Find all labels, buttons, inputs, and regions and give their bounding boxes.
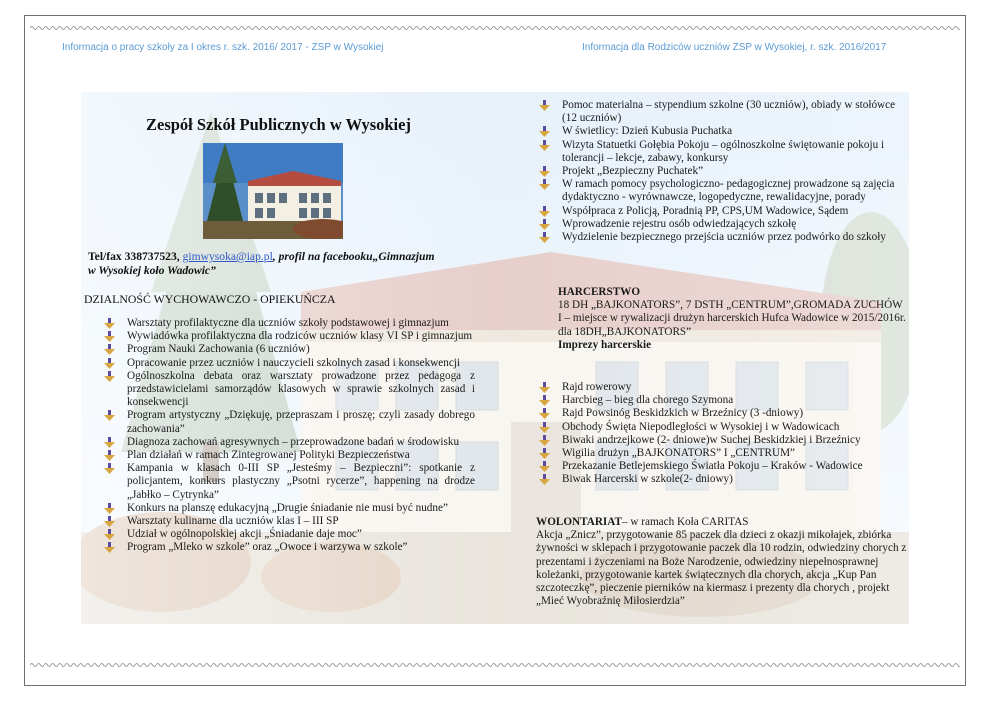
header-left: Informacja o pracy szkoły za I okres r. szk. 2016/ 2017 - ZSP w Wysokiej bbox=[62, 42, 384, 53]
list-item-text: Wydzielenie bezpiecznego przejścia uczniów przez podwórko do szkoły bbox=[562, 231, 886, 244]
list-item bbox=[535, 231, 911, 244]
left-bullet-list bbox=[100, 317, 475, 555]
list-item-text: Projekt „Bezpieczny Puchatek” bbox=[562, 165, 704, 178]
list-item bbox=[100, 436, 475, 449]
list-item-text: Warsztaty profilaktyczne dla uczniów szkoły podstawowej i gimnazjum bbox=[127, 317, 449, 329]
list-item bbox=[100, 317, 475, 330]
list-item-text: Konkurs na planszę edukacyjną „Drugie śniadanie nie musi być nudne” bbox=[127, 501, 448, 514]
list-item-text: Udział w ogólnopolskiej akcji „Śniadanie daje moc” bbox=[127, 528, 362, 541]
list-item-text: Rajd Powsinóg Beskidzkich w Brzeźnicy (3 -dniowy) bbox=[562, 407, 804, 420]
school-photo bbox=[203, 143, 343, 239]
arrow-bullet-icon bbox=[539, 435, 550, 446]
list-item-text: Biwaki andrzejkowe (2- dniowe)w Suchej Beskidzkiej i Brzeźnicy bbox=[562, 433, 861, 446]
list-item-text: Warsztaty kulinarne dla uczniów klas I – III SP bbox=[127, 515, 339, 528]
list-item-text: Harcbieg – bieg dla chorego Szymona bbox=[562, 394, 734, 407]
harcerstwo-line1: 18 DH „BAJKONATORS”, 7 DSTH „CENTRUM”,GROMADA ZUCHÓW bbox=[558, 299, 903, 312]
list-item-text: Wizyta Statuetki Gołębia Pokoju – ogólnoszkolne świętowanie pokoju i tolerancji – lekcje, zabawy, konkursy bbox=[562, 138, 885, 164]
list-item-text: Biwak Harcerski w szkole(2- dniowy) bbox=[562, 473, 733, 486]
arrow-bullet-icon bbox=[104, 450, 115, 461]
list-item-text: Plan działań w ramach Zintegrowanej Polityki Bezpieczeństwa bbox=[127, 449, 410, 462]
arrow-bullet-icon bbox=[539, 395, 550, 406]
school-title: Zespół Szkół Publicznych w Wysokiej bbox=[146, 115, 411, 134]
list-item bbox=[535, 381, 911, 394]
list-item-text: Współpraca z Policją, Poradnią PP, CPS,UM Wadowice, Sądem bbox=[562, 204, 849, 217]
arrow-bullet-icon bbox=[104, 529, 115, 540]
list-item bbox=[535, 218, 911, 231]
list-item bbox=[100, 330, 475, 343]
arrow-bullet-icon bbox=[539, 166, 550, 177]
list-item bbox=[535, 434, 911, 447]
arrow-bullet-icon bbox=[104, 331, 115, 342]
list-item bbox=[535, 99, 911, 125]
contact-info bbox=[88, 250, 488, 278]
arrow-bullet-icon bbox=[539, 126, 550, 137]
list-item bbox=[100, 462, 475, 502]
arrow-bullet-icon bbox=[539, 232, 550, 243]
arrow-bullet-icon bbox=[104, 410, 115, 421]
list-item bbox=[535, 205, 911, 218]
contact-suffix-2: w Wysokiej koło Wadowic” bbox=[88, 264, 216, 277]
arrow-bullet-icon bbox=[539, 408, 550, 419]
harcerstwo-title: HARCERSTWO bbox=[558, 286, 641, 298]
header-right: Informacja dla Rodziców uczniów ZSP w Wysokiej, r. szk. 2016/2017 bbox=[582, 42, 887, 53]
imprezy-title: Imprezy harcerskie bbox=[558, 338, 652, 351]
arrow-bullet-icon bbox=[539, 474, 550, 485]
decorative-border-bottom bbox=[30, 661, 960, 669]
arrow-bullet-icon bbox=[539, 461, 550, 472]
list-item bbox=[100, 343, 475, 356]
arrow-bullet-icon bbox=[104, 516, 115, 527]
arrow-bullet-icon bbox=[539, 422, 550, 433]
list-item bbox=[535, 394, 911, 407]
list-item bbox=[535, 407, 911, 420]
right-bullet-list-top bbox=[535, 99, 911, 244]
list-item bbox=[535, 139, 911, 165]
list-item-text: Kampania w klasach 0-III SP „Jesteśmy – Bezpieczni”: spotkanie z policjantem, konkurs plastyczny „Psotni rycerze”, happening na drodze „Jabłko – Cytrynka” bbox=[127, 462, 475, 501]
contact-prefix: Tel/fax 338737523, bbox=[88, 250, 183, 263]
arrow-bullet-icon bbox=[539, 179, 550, 190]
arrow-bullet-icon bbox=[104, 503, 115, 514]
harcerstwo-section bbox=[558, 286, 908, 352]
list-item bbox=[100, 357, 475, 370]
list-item bbox=[535, 473, 911, 486]
list-item-text: Pomoc materialna – stypendium szkolne (30 uczniów), obiady w stołówce (12 uczniów) bbox=[562, 99, 896, 125]
list-item bbox=[535, 125, 911, 138]
list-item bbox=[535, 460, 911, 473]
list-item-text: W ramach pomocy psychologiczno- pedagogicznej prowadzone są zajęcia dydaktyczno - wyrównawcze, logopedyczne, rewalidacyjne, porady bbox=[562, 178, 895, 204]
list-item bbox=[535, 178, 911, 204]
arrow-bullet-icon bbox=[539, 219, 550, 230]
list-item bbox=[535, 421, 911, 434]
arrow-bullet-icon bbox=[539, 448, 550, 459]
list-item-text: Program artystyczny „Dziękuję, przepraszam i proszę; czyli zasady dobrego zachowania” bbox=[127, 409, 475, 435]
arrow-bullet-icon bbox=[104, 542, 115, 553]
list-item bbox=[100, 409, 475, 435]
list-item-text: Program Nauki Zachowania (6 uczniów) bbox=[127, 343, 310, 356]
list-item-text: Wprowadzenie rejestru osób odwiedzających szkołę bbox=[562, 217, 797, 230]
list-item-text: Program „Mleko w szkole” oraz „Owoce i warzywa w szkole” bbox=[127, 541, 408, 554]
list-item-text: Ogólnoszkolna debata oraz warsztaty prowadzone przez pedagoga z przedstawicielami samorządów klasowych w sprawie szkolnych zasad i konsekwencji bbox=[127, 369, 475, 409]
list-item-text: Opracowanie przez uczniów i nauczycieli szkolnych zasad i konsekwencji bbox=[127, 356, 460, 369]
arrow-bullet-icon bbox=[104, 371, 115, 382]
arrow-bullet-icon bbox=[539, 100, 550, 111]
section-title-wychowawcza: DZIALNOŚĆ WYCHOWAWCZO - OPIEKUŃCZA bbox=[84, 292, 336, 306]
contact-suffix-1: , profil na facebooku„Gimnazjum bbox=[272, 250, 435, 263]
arrow-bullet-icon bbox=[539, 206, 550, 217]
list-item bbox=[100, 502, 475, 515]
list-item bbox=[100, 541, 475, 554]
arrow-bullet-icon bbox=[104, 358, 115, 369]
wolontariat-section bbox=[536, 516, 910, 608]
list-item bbox=[100, 449, 475, 462]
arrow-bullet-icon bbox=[104, 463, 115, 474]
arrow-bullet-icon bbox=[104, 344, 115, 355]
wolontariat-text: Akcja „Znicz”, przygotowanie 85 paczek dla dzieci z okazji mikołajek, zbiórka żywności w sklepach i przygotowanie paczek dla 10 rodzin, odwiedziny chorych z prezentami i życzeniami na Boże Narodzenie, odwiedziny niepełnosprawnej koleżanki, przygotowanie kartek świątecznych dla chorych, akcja „Kup Pan szczoteczkę”, pieczenie pierników na kiermasz i prezenty dla chorych , projekt „Mieć Wyobraźnię Miłosierdzia” bbox=[536, 529, 907, 608]
wolontariat-title-rest: – w ramach Koła CARITAS bbox=[622, 516, 749, 528]
list-item bbox=[535, 447, 911, 460]
arrow-bullet-icon bbox=[104, 318, 115, 329]
list-item-text: Wigilia drużyn „BAJKONATORS” I „CENTRUM” bbox=[562, 447, 796, 460]
list-item bbox=[100, 515, 475, 528]
list-item-text: Rajd rowerowy bbox=[562, 381, 632, 393]
right-bullet-list-imprezy bbox=[535, 381, 911, 487]
harcerstwo-line2: I – miejsce w rywalizacji drużyn harcerskich Hufca Wadowice w 2015/2016r. dla 18DH„BAJKONATORS” bbox=[558, 312, 906, 338]
list-item bbox=[100, 528, 475, 541]
list-item-text: Obchody Święta Niepodległości w Wysokiej i w Wadowicach bbox=[562, 420, 840, 433]
wolontariat-title: WOLONTARIAT bbox=[536, 516, 622, 528]
list-item-text: Przekazanie Betlejemskiego Światła Pokoju – Kraków - Wadowice bbox=[562, 460, 863, 473]
arrow-bullet-icon bbox=[539, 382, 550, 393]
arrow-bullet-icon bbox=[104, 437, 115, 448]
decorative-border-top bbox=[30, 24, 960, 32]
arrow-bullet-icon bbox=[539, 140, 550, 151]
list-item bbox=[100, 370, 475, 410]
email-link[interactable]: gimwysoka@iap.pl bbox=[182, 250, 273, 263]
list-item-text: Diagnoza zachowań agresywnych – przeprowadzone badań w środowisku bbox=[127, 435, 460, 448]
list-item bbox=[535, 165, 911, 178]
list-item-text: Wywiadówka profilaktyczna dla rodziców uczniów klasy VI SP i gimnazjum bbox=[127, 330, 473, 343]
list-item-text: W świetlicy: Dzień Kubusia Puchatka bbox=[562, 125, 733, 138]
